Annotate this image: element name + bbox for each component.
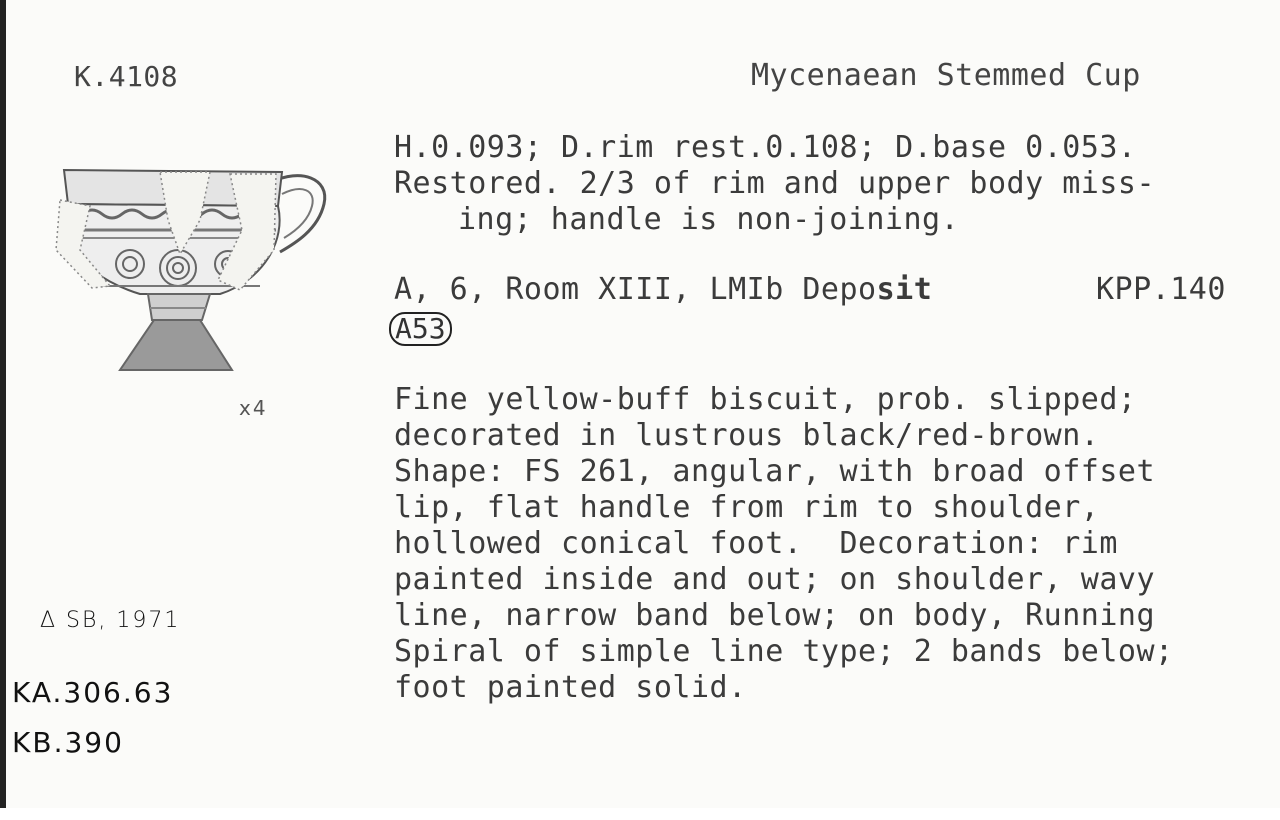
description-block [394, 382, 1174, 706]
cup-drawing [50, 160, 340, 380]
circled-label: A53 [389, 312, 452, 346]
findspot-text: A, 6, Room XIII, LMIb Depo [394, 272, 877, 307]
description-line-3: Shape: FS 261, angular, with broad offset [394, 454, 1156, 489]
description-line-9: foot painted solid. [394, 670, 747, 705]
handwritten-ka-number: KA.306.63 [12, 676, 174, 709]
card-bottom-edge [0, 808, 1280, 820]
dimensions-block [394, 130, 1155, 238]
description-line-7: line, narrow band below; on body, Running [394, 598, 1156, 633]
object-title: Mycenaean Stemmed Cup [751, 58, 1141, 93]
cup-foot [120, 320, 232, 370]
catalogue-ref: KPP.140 [1096, 272, 1226, 307]
inventory-number: K.4108 [74, 60, 179, 93]
dimensions-line-1: H.0.093; D.rim rest.0.108; D.base 0.053. [394, 130, 1137, 165]
description-line-2: decorated in lustrous black/red-brown. [394, 418, 1100, 453]
findspot [394, 272, 932, 307]
description-line-5: hollowed conical foot. Decoration: rim [394, 526, 1118, 561]
description-line-4: lip, flat handle from rim to shoulder, [394, 490, 1100, 525]
findspot-bold: sit [876, 272, 933, 307]
handwritten-kb-number: KB.390 [12, 726, 124, 759]
dimensions-line-3: ing; handle is non-joining. [458, 202, 960, 237]
drawing-mark: x4 [239, 396, 268, 420]
description-line-8: Spiral of simple line type; 2 bands below; [394, 634, 1174, 669]
dimensions-line-2: Restored. 2/3 of rim and upper body miss- [394, 166, 1156, 201]
handwritten-date: Δ SB, 1971 [40, 608, 181, 633]
description-line-1: Fine yellow-buff biscuit, prob. slipped; [394, 382, 1137, 417]
description-line-6: painted inside and out; on shoulder, wavy [394, 562, 1156, 597]
